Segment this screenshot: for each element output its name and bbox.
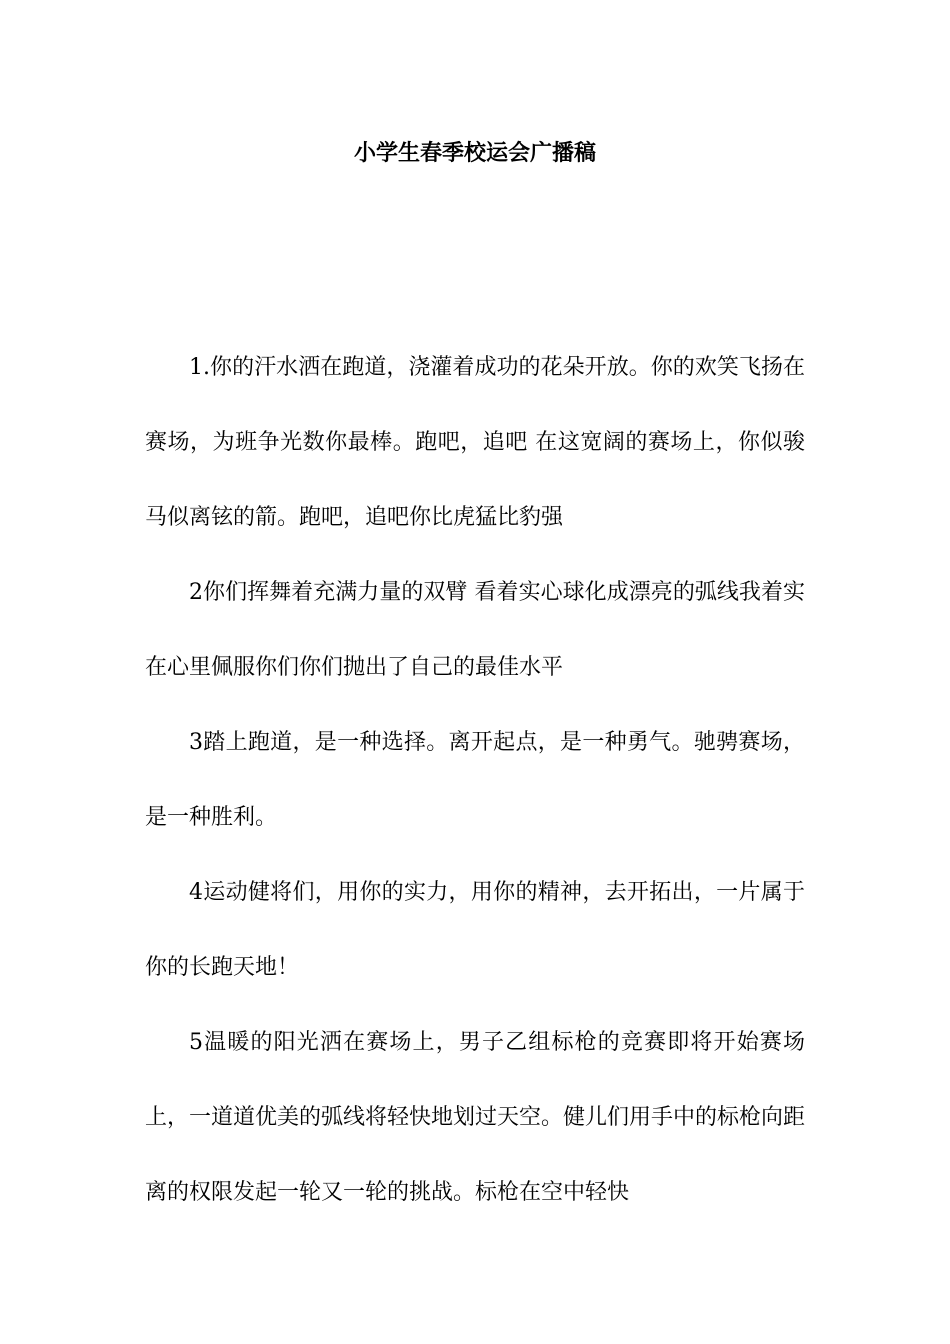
paragraph-1: 1.你的汗水洒在跑道，浇灌着成功的花朵开放。你的欢笑飞扬在赛场，为班争光数你最棒。跑吧，追吧 在这宽阔的赛场上，你似骏马似离铉的箭。跑吧，追吧你比虎猛比豹强 [145, 355, 805, 530]
paragraph-5: 5温暖的阳光洒在赛场上，男子乙组标枪的竞赛即将开始赛场上，一道道优美的弧线将轻快地划过天空。健儿们用手中的标枪向距离的权限发起一轮又一轮的挑战。标枪在空中轻快 [145, 1030, 806, 1205]
document-body [145, 330, 805, 1230]
paragraph-3: 3踏上跑道，是一种选择。离开起点，是一种勇气。驰骋赛场，是一种胜利。 [145, 730, 805, 830]
paragraph-2: 2你们挥舞着充满力量的双臂 看着实心球化成漂亮的弧线我着实在心里佩服你们你们抛出了自己的最佳水平 [145, 580, 805, 680]
paragraph-4: 4运动健将们，用你的实力，用你的精神，去开拓出，一片属于你的长跑天地！ [145, 880, 805, 980]
document-title: 小学生春季校运会广播稿 [353, 140, 596, 166]
